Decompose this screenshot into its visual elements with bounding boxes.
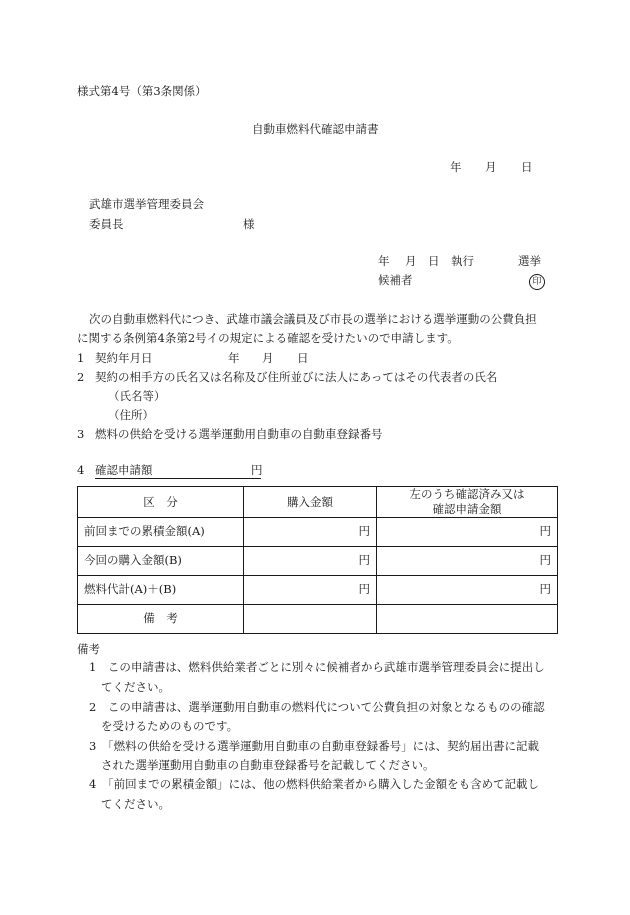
note-4-line-2: てください。 [101, 797, 170, 811]
note-2-line-1: 2 この申請書は、選挙運動用自動車の燃料代について公費負担の対象となるものの確認 [89, 700, 545, 714]
amount-table [77, 486, 558, 634]
intro-line-2: に関する条例第4条第2号イの規定による確認を受けたいので申請します。 [77, 331, 459, 345]
item-1-year: 年 [228, 351, 240, 365]
addressee-org: 武雄市選挙管理委員会 [89, 197, 204, 211]
purchase-amount-cell: 円 [244, 547, 377, 576]
table-row [78, 547, 558, 576]
applicant-month-label: 月 [405, 254, 417, 268]
addressee-honorific: 様 [243, 217, 255, 231]
item-2-number: 2 [77, 370, 85, 384]
note-3-line-2: された選挙運動用自動車の自動車登録番号を記載してください。 [101, 758, 435, 772]
item-2-address: （住所） [108, 408, 154, 422]
table-row [78, 576, 558, 605]
confirmed-amount-cell: 円 [377, 518, 558, 547]
seal-mark: 印 [529, 274, 545, 290]
table-row [78, 518, 558, 547]
notes-heading: 備考 [77, 642, 100, 656]
remarks-label: 備 考 [78, 605, 244, 634]
item-4-label: 確認申請額 [95, 463, 153, 477]
date-year-label: 年 [450, 160, 462, 174]
note-1-line-2: てください。 [101, 680, 170, 694]
document-title: 自動車燃料代確認申請書 [252, 122, 379, 136]
remarks-cell [244, 605, 377, 634]
item-3-label: 燃料の供給を受ける選挙運動用自動車の自動車登録番号 [95, 427, 383, 441]
header-confirmed-amount-text: 左のうち確認済み又は 確認申請金額 [409, 487, 525, 516]
applicant-year-label: 年 [378, 254, 390, 268]
purchase-amount-cell: 円 [244, 576, 377, 605]
item-4-amount-line [95, 465, 261, 479]
row-label: 前回までの累積金額(A) [78, 518, 244, 547]
note-4-line-1: 4 「前回までの累積金額」には、他の燃料供給業者から購入した金額をも含めて記載し [89, 777, 540, 791]
applicant-day-label: 日 [428, 254, 440, 268]
item-2-label: 契約の相手方の氏名又は名称及び住所並びに法人にあってはその代表者の氏名 [95, 370, 498, 384]
note-3-line-1: 3 「燃料の供給を受ける選挙運動用自動車の自動車登録番号」には、契約届出書に記載 [89, 739, 540, 753]
header-confirmed-amount [377, 487, 558, 518]
note-1-line-1: 1 この申請書は、燃料供給業者ごとに別々に候補者から武雄市選挙管理委員会に提出し [89, 660, 545, 674]
date-month-label: 月 [485, 160, 497, 174]
confirmed-amount-cell: 円 [377, 576, 558, 605]
purchase-amount-cell: 円 [244, 518, 377, 547]
note-2-line-2: を受けるためのものです。 [101, 719, 239, 733]
header-purchase-amount: 購入金額 [244, 487, 377, 518]
header-category: 区 分 [78, 487, 244, 518]
item-1-day: 日 [297, 351, 309, 365]
intro-line-1: 次の自動車燃料代につき、武雄市議会議員及び市長の選挙における選挙運動の公費負担 [89, 312, 537, 326]
row-label: 燃料代計(A)＋(B) [78, 576, 244, 605]
item-1-number: 1 [77, 351, 85, 365]
item-2-name: （氏名等） [108, 389, 166, 403]
applicant-held-label: 執行 [451, 254, 474, 268]
table-header-row [78, 487, 558, 518]
item-3-number: 3 [77, 427, 85, 441]
item-4-number: 4 [77, 463, 85, 477]
row-label: 今回の購入金額(B) [78, 547, 244, 576]
item-1-label: 契約年月日 [95, 351, 153, 365]
applicant-election-label: 選挙 [518, 254, 541, 268]
addressee-role: 委員長 [89, 217, 124, 231]
item-4-yen: 円 [251, 463, 263, 477]
form-number: 様式第4号（第3条関係） [77, 84, 207, 98]
applicant-candidate-label: 候補者 [378, 273, 413, 287]
item-1-month: 月 [262, 351, 274, 365]
remarks-cell [377, 605, 558, 634]
date-day-label: 日 [521, 160, 533, 174]
table-row [78, 605, 558, 634]
confirmed-amount-cell: 円 [377, 547, 558, 576]
